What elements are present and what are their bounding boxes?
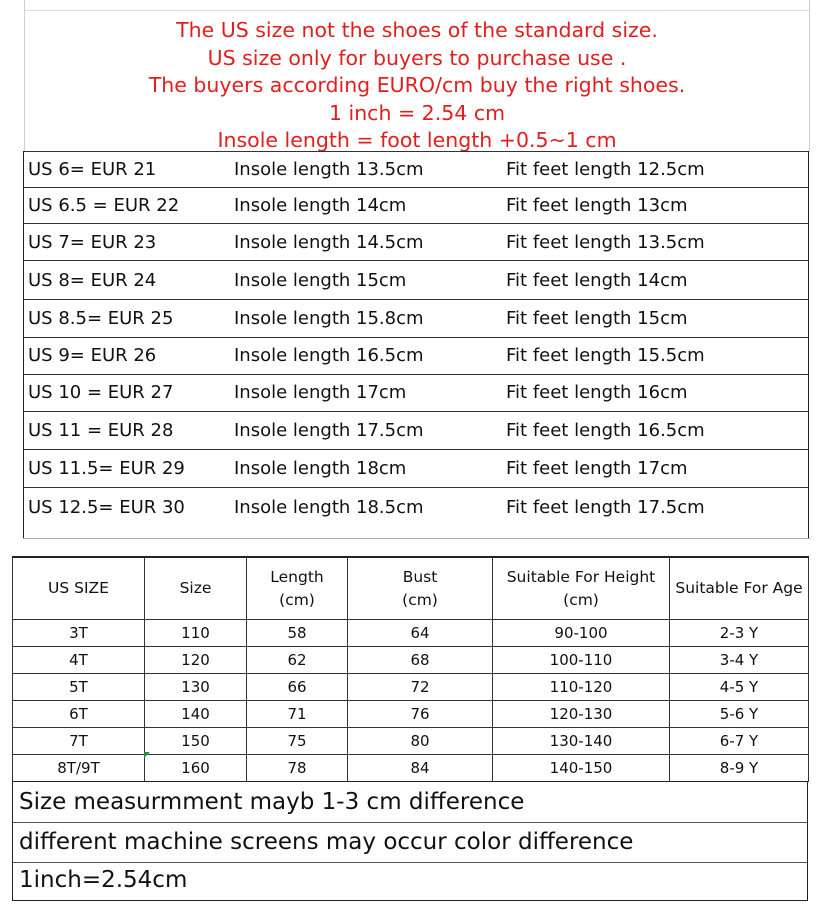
insole-length: Insole length 16.5cm — [234, 345, 424, 366]
table-row — [24, 225, 808, 261]
fit-feet-length: Fit feet length 17cm — [506, 458, 688, 479]
cell-length: 66 — [247, 674, 348, 701]
cell-height: 120-130 — [493, 701, 670, 728]
fit-feet-length: Fit feet length 15cm — [506, 308, 688, 329]
insole-length: Insole length 15cm — [234, 270, 407, 291]
cell-bust: 64 — [348, 620, 493, 647]
us-eur-size: US 6= EUR 21 — [28, 159, 157, 180]
cell-bust: 84 — [348, 755, 493, 782]
cell-height: 130-140 — [493, 728, 670, 755]
cell-age: 8-9 Y — [670, 755, 809, 782]
shoe-size-table — [23, 151, 809, 539]
cell-size: 150 — [145, 728, 247, 755]
cell-age: 3-4 Y — [670, 647, 809, 674]
table-row — [13, 620, 809, 647]
cell-height: 100-110 — [493, 647, 670, 674]
insole-length: Insole length 17.5cm — [234, 420, 424, 441]
cell-size: 140 — [145, 701, 247, 728]
cell-size: 120 — [145, 647, 247, 674]
cell-height: 110-120 — [493, 674, 670, 701]
header-age: Suitable For Age — [670, 557, 809, 620]
cell-bust: 68 — [348, 647, 493, 674]
header-size: Size — [145, 557, 247, 620]
table-row — [24, 338, 808, 375]
us-eur-size: US 12.5= EUR 30 — [28, 497, 185, 518]
us-eur-size: US 6.5 = EUR 22 — [28, 195, 180, 216]
cell-us-size: 7T — [13, 728, 145, 755]
insole-length: Insole length 18cm — [234, 458, 407, 479]
fit-feet-length: Fit feet length 13.5cm — [506, 232, 705, 253]
header-us-size: US SIZE — [13, 557, 145, 620]
notice-line-3: The buyers according EURO/cm buy the right shoes. — [148, 73, 686, 97]
fit-feet-length: Fit feet length 14cm — [506, 270, 688, 291]
us-eur-size: US 10 = EUR 27 — [28, 382, 174, 403]
fit-feet-length: Fit feet length 16.5cm — [506, 420, 705, 441]
header-gridline — [25, 10, 809, 11]
cell-size: 160 — [145, 755, 247, 782]
insole-length: Insole length 17cm — [234, 382, 407, 403]
cell-us-size: 3T — [13, 620, 145, 647]
table-row — [24, 151, 808, 188]
us-eur-size: US 8= EUR 24 — [28, 270, 157, 291]
table-row — [13, 674, 809, 701]
note-color-difference: different machine screens may occur color difference — [19, 829, 634, 855]
insole-length: Insole length 15.8cm — [234, 308, 424, 329]
cell-us-size: 4T — [13, 647, 145, 674]
insole-length: Insole length 13.5cm — [234, 159, 424, 180]
fit-feet-length: Fit feet length 13cm — [506, 195, 688, 216]
cell-size: 130 — [145, 674, 247, 701]
fit-feet-length: Fit feet length 16cm — [506, 382, 688, 403]
insole-length: Insole length 14.5cm — [234, 232, 424, 253]
table-row — [24, 188, 808, 224]
table-row — [24, 412, 808, 450]
us-eur-size: US 7= EUR 23 — [28, 232, 157, 253]
size-notice-header — [24, 0, 810, 152]
cell-length: 58 — [247, 620, 348, 647]
table-row — [13, 701, 809, 728]
table-row — [24, 262, 808, 300]
table-row — [24, 488, 808, 527]
table-row — [13, 755, 809, 782]
cell-height: 90-100 — [493, 620, 670, 647]
notice-line-1: The US size not the shoes of the standard size. — [176, 18, 658, 42]
cell-length: 75 — [247, 728, 348, 755]
cell-age: 2-3 Y — [670, 620, 809, 647]
cell-age: 5-6 Y — [670, 701, 809, 728]
note-inch-conversion: 1inch=2.54cm — [19, 867, 188, 893]
notice-line-4: 1 inch = 2.54 cm — [328, 101, 506, 125]
cell-bust: 80 — [348, 728, 493, 755]
header-length: Length (cm) — [247, 557, 348, 620]
table-row — [24, 450, 808, 488]
cell-us-size: 6T — [13, 701, 145, 728]
table-row — [24, 300, 808, 338]
header-height: Suitable For Height (cm) — [493, 557, 670, 620]
cell-length: 62 — [247, 647, 348, 674]
cell-marker-icon — [144, 752, 150, 758]
us-eur-size: US 11.5= EUR 29 — [28, 458, 185, 479]
cell-height: 140-150 — [493, 755, 670, 782]
insole-length: Insole length 18.5cm — [234, 497, 424, 518]
table-row — [13, 728, 809, 755]
cell-age: 4-5 Y — [670, 674, 809, 701]
us-eur-size: US 11 = EUR 28 — [28, 420, 174, 441]
fit-feet-length: Fit feet length 15.5cm — [506, 345, 705, 366]
insole-length: Insole length 14cm — [234, 195, 407, 216]
cell-bust: 76 — [348, 701, 493, 728]
cell-us-size: 8T/9T — [13, 755, 145, 782]
cell-length: 71 — [247, 701, 348, 728]
table-row — [13, 647, 809, 674]
header-bust: Bust (cm) — [348, 557, 493, 620]
cell-size: 110 — [145, 620, 247, 647]
cell-age: 6-7 Y — [670, 728, 809, 755]
table-row — [24, 375, 808, 412]
notice-line-5: Insole length = foot length +0.5~1 cm — [217, 128, 617, 152]
us-eur-size: US 9= EUR 26 — [28, 345, 157, 366]
notes-box — [12, 781, 808, 901]
note-measurement-difference: Size measurmment mayb 1-3 cm difference — [19, 789, 525, 815]
fit-feet-length: Fit feet length 17.5cm — [506, 497, 705, 518]
table-header-row — [13, 557, 809, 620]
cell-bust: 72 — [348, 674, 493, 701]
fit-feet-length: Fit feet length 12.5cm — [506, 159, 705, 180]
cell-us-size: 5T — [13, 674, 145, 701]
cell-length: 78 — [247, 755, 348, 782]
kids-size-table — [12, 556, 809, 782]
us-eur-size: US 8.5= EUR 25 — [28, 308, 174, 329]
notice-line-2: US size only for buyers to purchase use . — [207, 46, 627, 70]
table-bottom-border — [23, 527, 810, 539]
